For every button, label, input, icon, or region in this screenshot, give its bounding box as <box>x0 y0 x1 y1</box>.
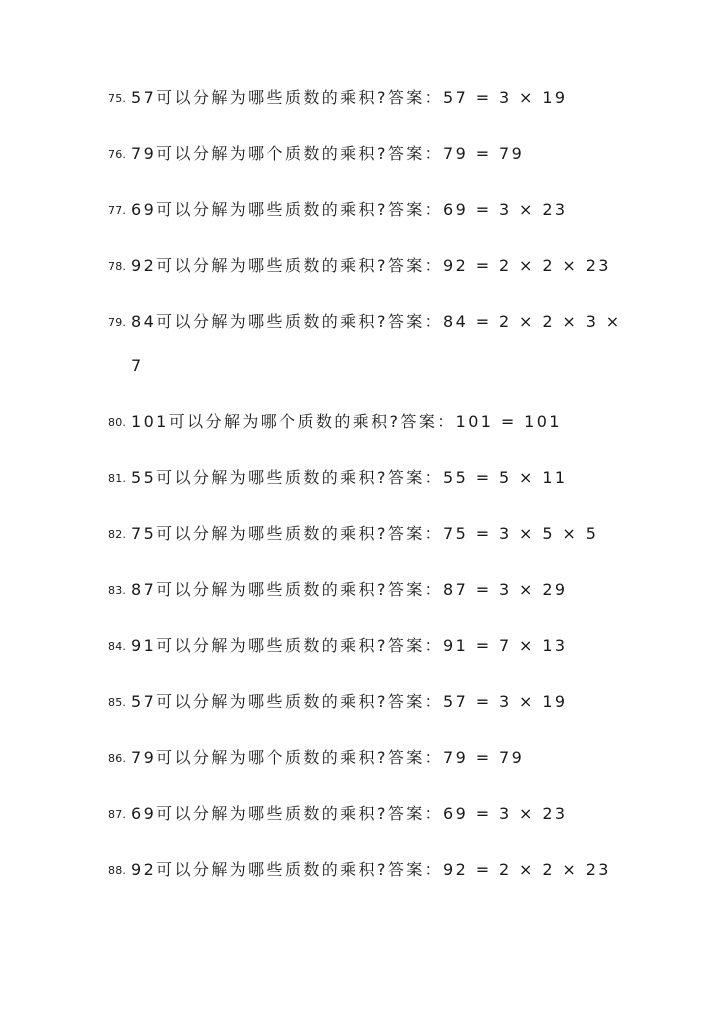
item-number: 86. <box>108 752 127 765</box>
item-text: 55可以分解为哪些质数的乘积?答案：55 = 5 × 11 <box>131 468 568 487</box>
item-number: 87. <box>108 808 127 821</box>
item-number: 80. <box>108 416 127 429</box>
list-item <box>0 140 720 196</box>
list-item <box>0 576 720 632</box>
item-text: 79可以分解为哪个质数的乘积?答案：79 = 79 <box>131 144 525 163</box>
list-item <box>0 800 720 856</box>
list-item <box>0 84 720 140</box>
item-number: 78. <box>108 260 127 273</box>
item-text: 57可以分解为哪些质数的乘积?答案：57 = 3 × 19 <box>131 692 568 711</box>
item-number: 88. <box>108 864 127 877</box>
item-text: 75可以分解为哪些质数的乘积?答案：75 = 3 × 5 × 5 <box>131 524 599 543</box>
list-item <box>0 308 720 408</box>
item-text: 92可以分解为哪些质数的乘积?答案：92 = 2 × 2 × 23 <box>131 256 611 275</box>
list-item <box>0 252 720 308</box>
list-item <box>0 408 720 464</box>
item-number: 84. <box>108 640 127 653</box>
list-item <box>0 196 720 252</box>
item-text: 84可以分解为哪些质数的乘积?答案：84 = 2 × 2 × 3 × <box>131 312 622 331</box>
item-number: 77. <box>108 204 127 217</box>
item-text: 69可以分解为哪些质数的乘积?答案：69 = 3 × 23 <box>131 804 568 823</box>
list-item <box>0 464 720 520</box>
list-item <box>0 744 720 800</box>
item-number: 85. <box>108 696 127 709</box>
item-number: 75. <box>108 92 127 105</box>
item-text: 87可以分解为哪些质数的乘积?答案：87 = 3 × 29 <box>131 580 568 599</box>
item-text-continuation: 7 <box>131 356 144 375</box>
item-number: 76. <box>108 148 127 161</box>
item-number: 79. <box>108 316 127 329</box>
item-text: 91可以分解为哪些质数的乘积?答案：91 = 7 × 13 <box>131 636 568 655</box>
item-number: 83. <box>108 584 127 597</box>
item-text: 79可以分解为哪个质数的乘积?答案：79 = 79 <box>131 748 525 767</box>
item-number: 81. <box>108 472 127 485</box>
list-item <box>0 856 720 912</box>
list-item <box>0 688 720 744</box>
item-text: 101可以分解为哪个质数的乘积?答案：101 = 101 <box>131 412 562 431</box>
item-text: 57可以分解为哪些质数的乘积?答案：57 = 3 × 19 <box>131 88 568 107</box>
question-list <box>0 84 720 912</box>
item-text: 92可以分解为哪些质数的乘积?答案：92 = 2 × 2 × 23 <box>131 860 611 879</box>
item-number: 82. <box>108 528 127 541</box>
list-item <box>0 520 720 576</box>
list-item <box>0 632 720 688</box>
item-text: 69可以分解为哪些质数的乘积?答案：69 = 3 × 23 <box>131 200 568 219</box>
